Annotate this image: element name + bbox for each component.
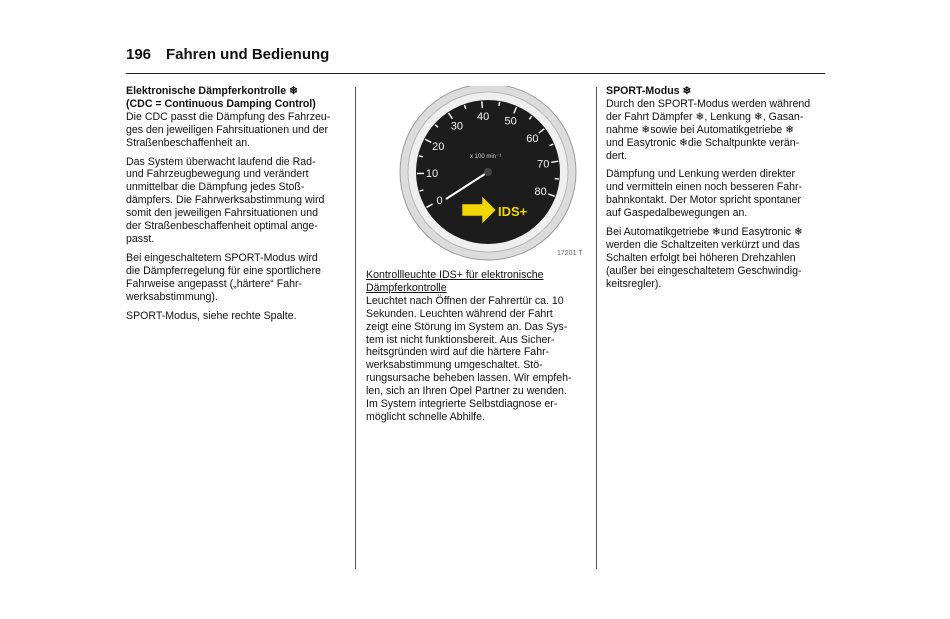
gauge-tick bbox=[499, 102, 500, 106]
tick-label: 40 bbox=[476, 111, 490, 124]
tick-label: 20 bbox=[432, 141, 445, 154]
section-heading: SPORT-Modus ❄ bbox=[606, 85, 692, 97]
section-subheading: (CDC = Continuous Damping Control) bbox=[126, 97, 316, 110]
ids-indicator-label: IDS+ bbox=[498, 204, 528, 219]
tick-label: 80 bbox=[534, 186, 547, 199]
tick-label: 0 bbox=[436, 195, 443, 207]
tick-label: 10 bbox=[425, 168, 439, 181]
tick-label: 60 bbox=[526, 132, 539, 145]
left-column bbox=[126, 85, 348, 328]
gauge-tick bbox=[419, 156, 423, 157]
column-divider-right bbox=[596, 87, 597, 569]
paragraph: Das System überwacht laufend die Rad- und Fahrzeugbewegung und verändert unmittelbar die Dämpfung jedes Stoß- dämpfers. Die Fahrwerksabstimmung wird somit den jeweiligen Fahrsituationen und der Straßenbeschaffenheit optimal ange- passt. bbox=[126, 155, 325, 245]
paragraph: Bei Automatikgetriebe ❄und Easytronic ❄ werden die Schaltzeiten verkürzt und das Schalten erfolgt bei höheren Drehzahlen (außer bei eingeschaltetem Geschwindig- keitsregler). bbox=[606, 226, 803, 290]
paragraph: Dämpfung und Lenkung werden direkter und vermitteln einen noch besseren Fahr- bahnkontakt. Der Motor spricht spontaner auf Gaspedalbewegungen an. bbox=[606, 168, 803, 220]
paragraph: SPORT-Modus, siehe rechte Spalte. bbox=[126, 309, 297, 322]
gauge-unit: x 100 min⁻¹ bbox=[470, 154, 502, 160]
section-heading: Elektronische Dämpferkontrolle ❄ bbox=[126, 85, 298, 97]
paragraph: Durch den SPORT-Modus werden während der Fahrt Dämpfer ❄, Lenkung ❄, Gasan- nahme ❄sowie bei Automatikgetriebe ❄ und Easytronic ❄die Schaltpunkte verän- dert. bbox=[606, 97, 811, 162]
paragraph: Leuchtet nach Öffnen der Fahrertür ca. 10 Sekunden. Leuchten während der Fahrt zeigt eine Störung im System an. Das Sys- tem ist nicht funktionsbereit. Aus Sicher- heitsgründen wird auf die härtere Fahr- werksabstimmung umgeschaltet. Stö- rungsursache beheben lassen. Wir empfeh- len, sich an Ihren Opel Partner zu wenden. Im System integrierte Selbstdiagnose er- möglicht schnelle Abhilfe. bbox=[366, 294, 572, 423]
figure-caption: Kontrollleuchte IDS+ für elektronische Dämpferkontrolle bbox=[366, 269, 544, 294]
middle-column bbox=[366, 269, 588, 430]
page-header bbox=[126, 46, 329, 63]
page-number: 196 bbox=[126, 46, 152, 63]
tick-label: 70 bbox=[537, 158, 550, 171]
page-title: Fahren und Bedienung bbox=[166, 46, 330, 63]
tick-label: 30 bbox=[450, 120, 464, 133]
right-column bbox=[606, 85, 828, 297]
column-divider-left bbox=[355, 87, 356, 569]
figure-code: 17201 T bbox=[557, 250, 583, 257]
paragraph: Die CDC passt die Dämpfung des Fahrzeu- ges den jeweiligen Fahrsituationen und der Straßenbeschaffenheit an. bbox=[126, 110, 331, 149]
header-rule bbox=[126, 73, 825, 74]
tick-label: 50 bbox=[504, 115, 517, 128]
gauge-tick bbox=[482, 101, 483, 108]
paragraph: Bei eingeschaltetem SPORT-Modus wird die Dämpferregelung für eine sportlichere Fahrweise angepasst („härtere“ Fahr- werksabstimmung). bbox=[126, 251, 321, 303]
tachometer-figure bbox=[390, 86, 590, 261]
